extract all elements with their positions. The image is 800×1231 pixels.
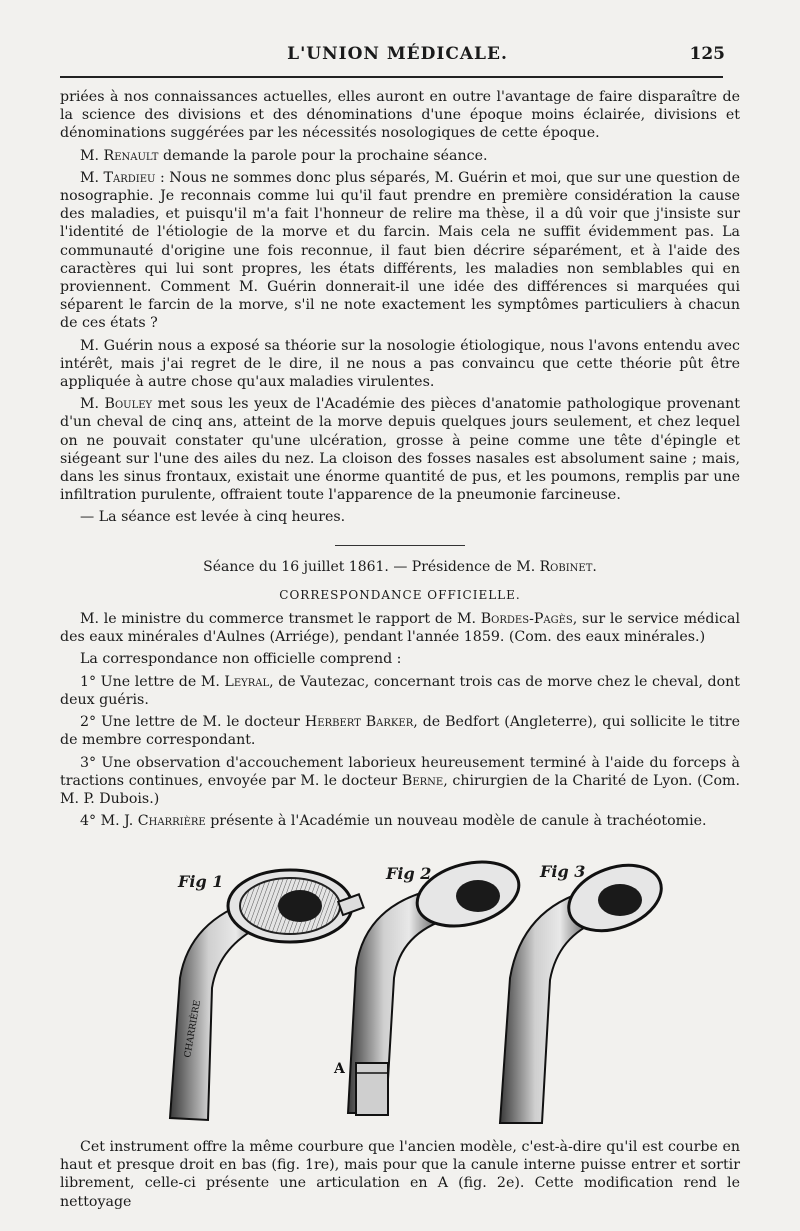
speaker-name: M. Renault bbox=[80, 147, 159, 164]
paragraph-text: , de Vautezac, concernant trois cas de morve chez le cheval, dont deux guéris. bbox=[60, 673, 740, 708]
paragraph-text: , sur le service médical des eaux minérales d'Aulnes (Arriége), pendant l'année 1859. (Com. des eaux minérales.) bbox=[60, 611, 740, 646]
paragraph-text: présente à l'Académie un nouveau modèle de canule à trachéotomie. bbox=[205, 813, 707, 830]
list-item bbox=[60, 713, 740, 749]
page-number: 125 bbox=[689, 44, 725, 64]
cannula-illustration bbox=[150, 858, 760, 1128]
paragraph-text: demande la parole pour la prochaine séance. bbox=[158, 147, 488, 164]
paragraph-text: M. le ministre du commerce transmet le rapport de M. bbox=[80, 611, 481, 628]
cannula-engravings bbox=[150, 858, 760, 1128]
paragraph-text: 2° Une lettre de M. le docteur bbox=[80, 714, 305, 731]
articulation-point-label: A bbox=[334, 1061, 345, 1077]
figure-label-3: Fig 3 bbox=[540, 862, 586, 881]
paragraph bbox=[60, 147, 740, 165]
paragraph-text: , chirurgien de la Charité de Lyon. (Com. M. P. Dubois.) bbox=[60, 772, 740, 807]
person-name: Leyral bbox=[224, 673, 270, 690]
speaker-name: M. Tardieu bbox=[80, 169, 156, 186]
figure-label-2: Fig 2 bbox=[386, 864, 432, 883]
session-text: Séance du 16 juillet 1861. — Présidence de M. bbox=[203, 558, 540, 575]
figure-label-1: Fig 1 bbox=[178, 872, 224, 891]
person-name: Herbert Barker bbox=[304, 714, 414, 731]
paragraph: La correspondance non officielle comprend : bbox=[80, 651, 402, 668]
paragraph-text: : Nous ne sommes donc plus séparés, M. Guérin et moi, que sur une question de nosographie. Je reconnais comme lui qu'il faut prendre en première considération la cause des maladies, et puisqu'il m'a fait l'honneur de relire ma thèse, il a dû voir que j'insiste sur l'identité de l'étiologie de la morve et du farcin. Mais cela ne suffit évidemment pas. La communauté d'origine une fois reconnue, il faut bien décrire séparément, et à l'aide des caractères qui lui sont propres, les états différents, les maladies non semblables qui en proviennent. Comment M. Guérin donnerait-il une idée des différences si marquées qui séparent le farcin de la morve, s'il ne note exactement les symptômes particuliers à chacun de ces états ? bbox=[60, 169, 740, 332]
speaker-name: M. Bouley bbox=[80, 396, 153, 413]
cannula-figure-1 bbox=[170, 870, 364, 1120]
paragraph-text: , de Bedfort (Angleterre), qui sollicite le titre de membre correspondant. bbox=[60, 714, 740, 749]
paragraph: — La séance est levée à cinq heures. bbox=[80, 509, 346, 526]
header-rule bbox=[60, 76, 723, 78]
paragraph: M. Guérin nous a exposé sa théorie sur la nosologie étiologique, nous l'avons entendu avec intérêt, mais j'ai regret de le dire, il ne nous a pas convaincu que cette théorie pût être appliquée à autre chose qu'aux maladies virulentes. bbox=[60, 337, 740, 391]
paragraph bbox=[60, 169, 740, 333]
caption-text: Cet instrument offre la même courbure que l'ancien modèle, c'est-à-dire qu'il est courbe en haut et presque droit en bas (fig. 1re), mais pour que la canule interne puisse entrer et sortir librement, celle-ci présente une articulation en A (fig. 2e). Cette modification rend le nettoyage bbox=[60, 1139, 740, 1210]
paragraph bbox=[60, 395, 740, 504]
paragraph-text: 4° M. J. bbox=[80, 813, 138, 830]
paragraph-text: 1° Une lettre de M. bbox=[80, 673, 225, 690]
running-title: L'UNION MÉDICALE. bbox=[287, 44, 508, 64]
cannula-figure-3 bbox=[500, 858, 670, 1123]
paragraph-text: 3° Une observation d'accouchement laborieux heureusement terminé à l'aide du forceps à tractions continues, envoyée par M. le docteur bbox=[60, 754, 740, 789]
paragraph: priées à nos connaissances actuelles, elles auront en outre l'avantage de faire disparaître de la science des divisions et des dénominations d'une époque moins éclairée, divisions et dénominations suggérées par les nécessités nosologiques de cette époque. bbox=[60, 89, 740, 142]
session-end: . bbox=[592, 558, 597, 575]
cannula-figure-2 bbox=[333, 858, 526, 1115]
page-header bbox=[70, 44, 725, 70]
paragraph bbox=[60, 610, 740, 646]
person-name: Bordes-Pagès bbox=[480, 611, 573, 628]
list-item bbox=[60, 812, 740, 830]
paragraph-text: met sous les yeux de l'Académie des pièces d'anatomie pathologique provenant d'un cheval de cinq ans, atteint de la morve depuis quelques jours seulement, et chez lequel on ne pouvait constater qu'une ulcération, grosse à peine comme une tête d'épingle et siégeant sur l'une des ailes du nez. La cloison des fosses nasales est absolument saine ; mais, dans les sinus frontaux, existait une énorme quantité de pus, et les poumons, remplis par une infiltration purulente, offraient toute l'apparence de la pneumonie farcineuse. bbox=[60, 396, 740, 504]
session-heading bbox=[60, 558, 740, 576]
person-name: Berne bbox=[401, 772, 444, 789]
president-name: Robinet bbox=[539, 558, 593, 575]
maker-engraving: CHARRIÈRE bbox=[183, 999, 204, 1059]
list-item bbox=[60, 673, 740, 709]
person-name: Charrière bbox=[137, 813, 206, 830]
correspondance-heading: CORRESPONDANCE OFFICIELLE. bbox=[279, 587, 521, 602]
list-item bbox=[60, 754, 740, 809]
section-separator bbox=[335, 545, 465, 546]
figure-caption bbox=[60, 1138, 740, 1211]
article-body bbox=[60, 88, 740, 834]
